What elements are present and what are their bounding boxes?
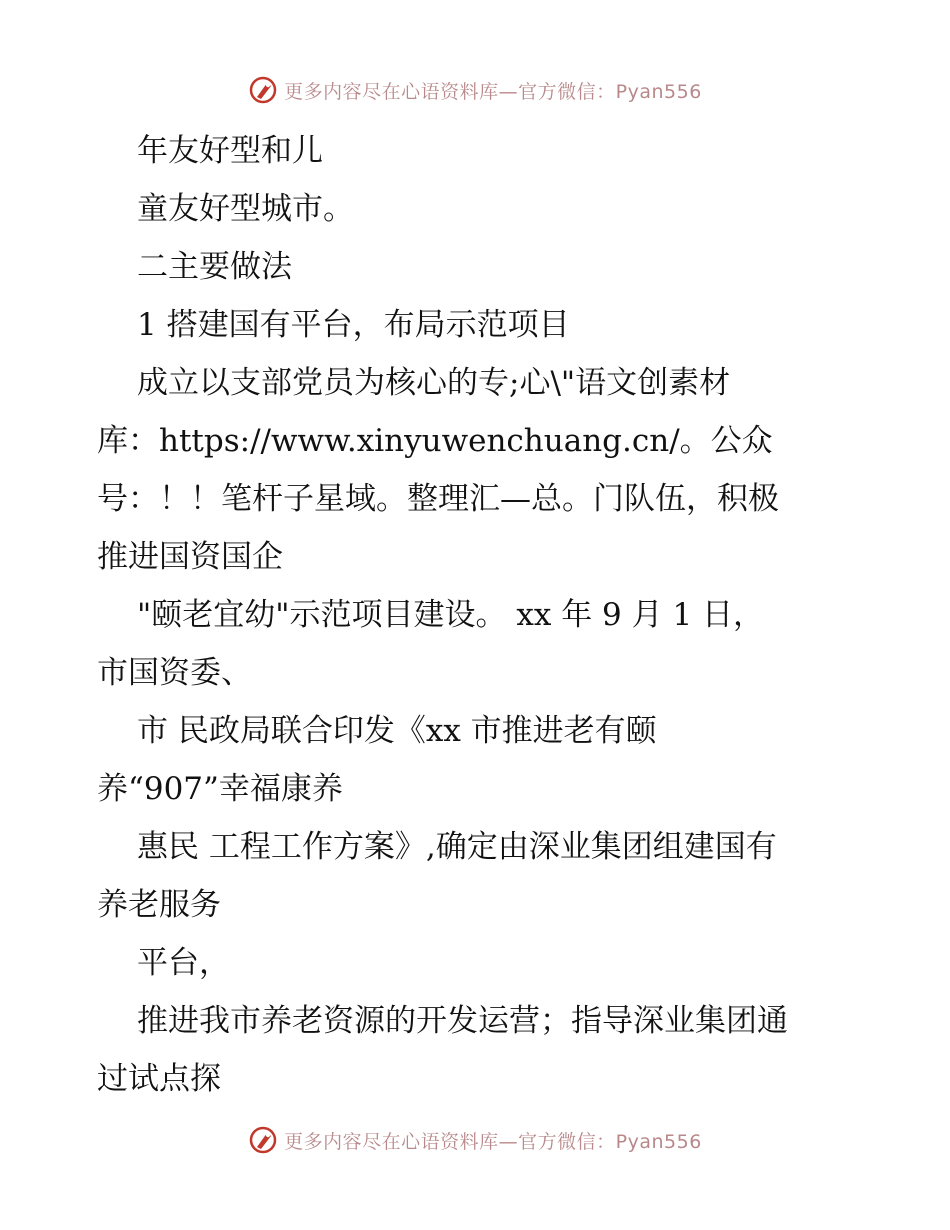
text-line: 惠民 工程工作方案》,确定由深业集团组建国有 [137,829,777,865]
text-line: 推进我市养老资源的开发运营；指导深业集团通 [137,1003,788,1039]
text-line: 年友好型和儿 [137,133,323,169]
pen-nib-logo-icon [248,1125,278,1155]
text-line: 号：！！笔杆子星域。整理汇—总。门队伍，积极 [97,481,779,517]
text-line: 库：https://www.xinyuwenchuang.cn/。公众 [97,423,773,459]
subsection-heading: 1 搭建国有平台，布局示范项目 [137,307,570,343]
text-line: 养老服务 [97,887,221,923]
text-line: 童友好型城市。 [137,191,354,227]
text-line: 成立以支部党员为核心的专;心\"语文创素材 [137,365,731,401]
text-line: 平台， [137,945,230,981]
section-heading: 二主要做法 [137,249,292,285]
document-body [97,122,857,1108]
text-line: 市国资委、 [97,655,252,691]
text-line: "颐老宜幼"示范项目建设。 xx 年 9 月 1 日， [137,597,765,633]
header-watermark [0,70,950,110]
text-line: 推进国资国企 [97,539,283,575]
footer-watermark [0,1120,950,1160]
text-line: 过试点探 [97,1061,221,1097]
text-line: 市 民政局联合印发《xx 市推进老有颐 [137,713,657,749]
text-line: 养“907”幸福康养 [97,771,343,807]
pen-nib-logo-icon [248,75,278,105]
watermark-text: 更多内容尽在心语资料库—官方微信：Pyan556 [284,1130,702,1153]
watermark-text: 更多内容尽在心语资料库—官方微信：Pyan556 [284,80,702,103]
